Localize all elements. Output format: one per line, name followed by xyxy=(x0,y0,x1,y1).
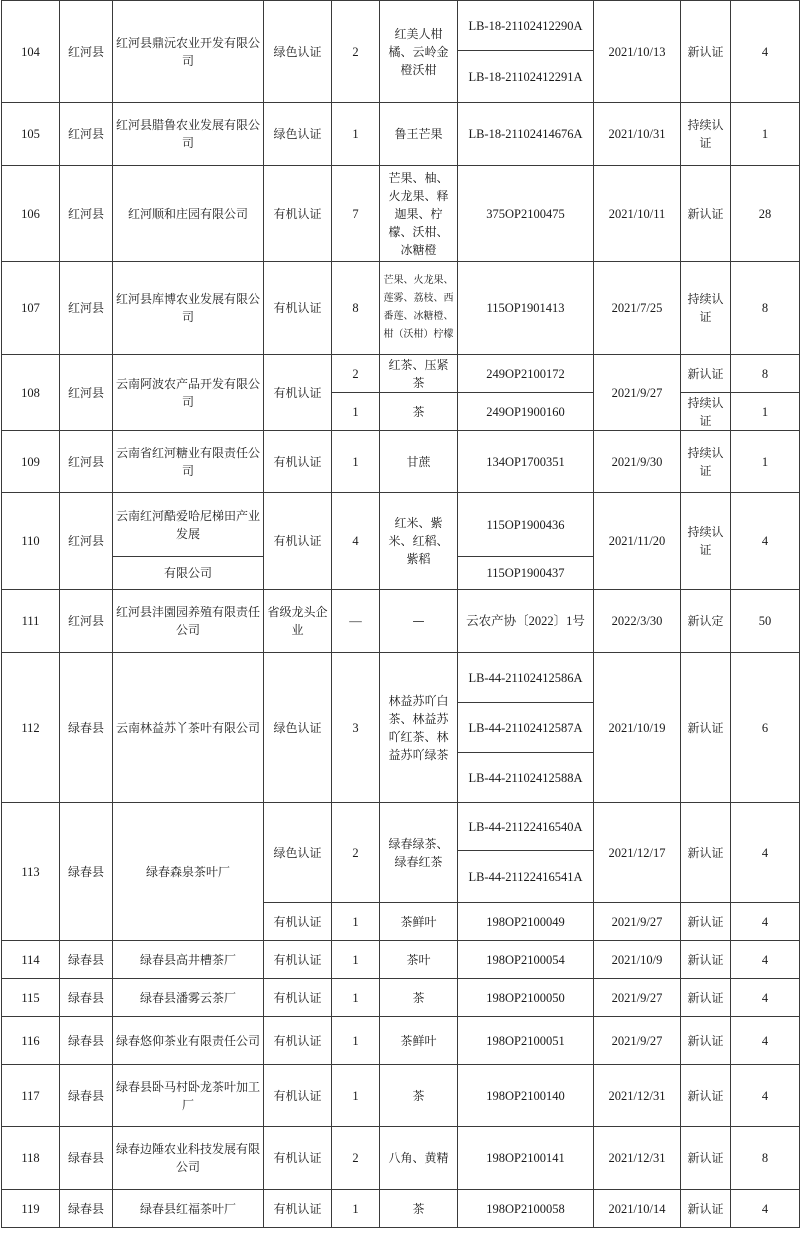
cert-type-cell: 绿色认证 xyxy=(264,1,332,103)
cert-number-cell: 115OP1900436 xyxy=(458,493,594,557)
count-cell: 2 xyxy=(332,803,380,903)
row-number: 107 xyxy=(2,262,60,355)
score-cell: 4 xyxy=(731,979,800,1017)
score-cell: 4 xyxy=(731,1190,800,1228)
company-cell: 绿春悠仰茶业有限责任公司 xyxy=(113,1017,264,1065)
row-number: 116 xyxy=(2,1017,60,1065)
date-cell: 2021/12/31 xyxy=(594,1065,681,1127)
table-row xyxy=(2,1127,800,1190)
cert-number-cell: 249OP1900160 xyxy=(458,393,594,431)
date-cell: 2021/10/19 xyxy=(594,653,681,803)
cert-number-cell: 198OP2100050 xyxy=(458,979,594,1017)
cert-type-cell: 有机认证 xyxy=(264,1017,332,1065)
status-cell: 新认证 xyxy=(681,1017,731,1065)
cert-number-cell: LB-44-21102412587A xyxy=(458,703,594,753)
product-cell: 茶 xyxy=(380,393,458,431)
date-cell: 2021/12/17 xyxy=(594,803,681,903)
cert-number-cell: LB-44-21122416540A xyxy=(458,803,594,851)
county-cell: 红河县 xyxy=(60,166,113,262)
row-number: 111 xyxy=(2,590,60,653)
status-cell: 新认证 xyxy=(681,1127,731,1190)
table-row xyxy=(2,103,800,166)
product-cell: 茶 xyxy=(380,1065,458,1127)
company-cell: 绿春森泉茶叶厂 xyxy=(113,803,264,941)
count-cell: 1 xyxy=(332,903,380,941)
count-cell: 2 xyxy=(332,355,380,393)
cert-number-cell: 134OP1700351 xyxy=(458,431,594,493)
table-row xyxy=(2,1017,800,1065)
row-number: 114 xyxy=(2,941,60,979)
score-cell: 1 xyxy=(731,103,800,166)
product-cell: 红茶、压紧茶 xyxy=(380,355,458,393)
certification-table xyxy=(1,0,800,1228)
county-cell: 绿春县 xyxy=(60,653,113,803)
county-cell: 绿春县 xyxy=(60,1065,113,1127)
score-cell: 1 xyxy=(731,431,800,493)
cert-number-cell: LB-18-21102412291A xyxy=(458,51,594,103)
table-row xyxy=(2,1190,800,1228)
count-cell: 3 xyxy=(332,653,380,803)
status-cell: 新认证 xyxy=(681,803,731,903)
status-cell: 新认定 xyxy=(681,590,731,653)
date-cell: 2021/10/13 xyxy=(594,1,681,103)
cert-number-cell: 375OP2100475 xyxy=(458,166,594,262)
status-cell: 新认证 xyxy=(681,1,731,103)
score-cell: 8 xyxy=(731,355,800,393)
cert-number-cell: LB-44-21102412588A xyxy=(458,753,594,803)
row-number: 105 xyxy=(2,103,60,166)
county-cell: 红河县 xyxy=(60,355,113,431)
row-number: 104 xyxy=(2,1,60,103)
company-cell: 绿春边陲农业科技发展有限公司 xyxy=(113,1127,264,1190)
row-number: 106 xyxy=(2,166,60,262)
product-cell: 林益苏吖白茶、林益苏吖红茶、林益苏吖绿茶 xyxy=(380,653,458,803)
score-cell: 1 xyxy=(731,393,800,431)
product-cell: 红美人柑橘、云岭金橙沃柑 xyxy=(380,1,458,103)
cert-number-cell: LB-18-21102412290A xyxy=(458,1,594,51)
date-cell: 2021/10/31 xyxy=(594,103,681,166)
status-cell: 新认证 xyxy=(681,903,731,941)
date-cell: 2021/9/27 xyxy=(594,979,681,1017)
count-cell: 1 xyxy=(332,1190,380,1228)
count-cell: 1 xyxy=(332,941,380,979)
table-row xyxy=(2,653,800,703)
table-row xyxy=(2,979,800,1017)
table-row xyxy=(2,262,800,355)
count-cell: — xyxy=(332,590,380,653)
cert-number-cell: 115OP1901413 xyxy=(458,262,594,355)
cert-type-cell: 有机认证 xyxy=(264,941,332,979)
company-cell: 绿春县卧马村卧龙茶叶加工厂 xyxy=(113,1065,264,1127)
company-cell: 绿春县高井槽茶厂 xyxy=(113,941,264,979)
count-cell: 1 xyxy=(332,979,380,1017)
score-cell: 4 xyxy=(731,903,800,941)
status-cell: 新认证 xyxy=(681,653,731,803)
county-cell: 绿春县 xyxy=(60,1017,113,1065)
county-cell: 红河县 xyxy=(60,493,113,590)
status-cell: 新认证 xyxy=(681,355,731,393)
count-cell: 4 xyxy=(332,493,380,590)
cert-number-cell: 198OP2100058 xyxy=(458,1190,594,1228)
cert-number-cell: 云农产协〔2022〕1号 xyxy=(458,590,594,653)
company-cell: 有限公司 xyxy=(113,557,264,590)
cert-type-cell: 绿色认证 xyxy=(264,803,332,903)
cert-number-cell: 198OP2100141 xyxy=(458,1127,594,1190)
count-cell: 1 xyxy=(332,393,380,431)
product-cell: 茶鲜叶 xyxy=(380,1017,458,1065)
company-cell: 云南省红河糖业有限责任公司 xyxy=(113,431,264,493)
score-cell: 4 xyxy=(731,1,800,103)
county-cell: 红河县 xyxy=(60,590,113,653)
cert-type-cell: 有机认证 xyxy=(264,262,332,355)
status-cell: 持续认证 xyxy=(681,103,731,166)
score-cell: 4 xyxy=(731,941,800,979)
date-cell: 2021/9/30 xyxy=(594,431,681,493)
count-cell: 8 xyxy=(332,262,380,355)
score-cell: 4 xyxy=(731,803,800,903)
company-cell: 红河县鼎沅农业开发有限公司 xyxy=(113,1,264,103)
cert-number-cell: 115OP1900437 xyxy=(458,557,594,590)
status-cell: 持续认证 xyxy=(681,393,731,431)
cert-number-cell: 198OP2100054 xyxy=(458,941,594,979)
company-cell: 绿春县红福茶叶厂 xyxy=(113,1190,264,1228)
county-cell: 绿春县 xyxy=(60,979,113,1017)
company-cell: 云南林益苏丫茶叶有限公司 xyxy=(113,653,264,803)
cert-type-cell: 有机认证 xyxy=(264,355,332,431)
product-cell: 茶 xyxy=(380,1190,458,1228)
date-cell: 2021/11/20 xyxy=(594,493,681,590)
cert-number-cell: LB-44-21102412586A xyxy=(458,653,594,703)
table-row xyxy=(2,1065,800,1127)
score-cell: 8 xyxy=(731,1127,800,1190)
county-cell: 绿春县 xyxy=(60,1127,113,1190)
date-cell: 2022/3/30 xyxy=(594,590,681,653)
product-cell: 绿春绿茶、绿春红茶 xyxy=(380,803,458,903)
score-cell: 4 xyxy=(731,1017,800,1065)
count-cell: 1 xyxy=(332,1017,380,1065)
company-cell: 云南阿波农产品开发有限公司 xyxy=(113,355,264,431)
date-cell: 2021/10/14 xyxy=(594,1190,681,1228)
cert-type-cell: 有机认证 xyxy=(264,166,332,262)
cert-type-cell: 绿色认证 xyxy=(264,653,332,803)
row-number: 118 xyxy=(2,1127,60,1190)
status-cell: 新认证 xyxy=(681,1190,731,1228)
product-cell: 鲁王芒果 xyxy=(380,103,458,166)
row-number: 110 xyxy=(2,493,60,590)
score-cell: 8 xyxy=(731,262,800,355)
product-cell: 芒果、柚、火龙果、释迦果、柠檬、沃柑、冰糖橙 xyxy=(380,166,458,262)
date-cell: 2021/9/27 xyxy=(594,1017,681,1065)
status-cell: 持续认证 xyxy=(681,431,731,493)
row-number: 117 xyxy=(2,1065,60,1127)
company-cell: 红河县库博农业发展有限公司 xyxy=(113,262,264,355)
cert-type-cell: 有机认证 xyxy=(264,431,332,493)
score-cell: 50 xyxy=(731,590,800,653)
county-cell: 绿春县 xyxy=(60,803,113,941)
table-row xyxy=(2,941,800,979)
status-cell: 新认证 xyxy=(681,1065,731,1127)
cert-type-cell: 绿色认证 xyxy=(264,103,332,166)
score-cell: 6 xyxy=(731,653,800,803)
cert-number-cell: 249OP2100172 xyxy=(458,355,594,393)
cert-number-cell: LB-44-21122416541A xyxy=(458,851,594,903)
county-cell: 红河县 xyxy=(60,431,113,493)
product-cell: 茶 xyxy=(380,979,458,1017)
cert-number-cell: LB-18-21102414676A xyxy=(458,103,594,166)
date-cell: 2021/10/11 xyxy=(594,166,681,262)
row-number: 115 xyxy=(2,979,60,1017)
date-cell: 2021/12/31 xyxy=(594,1127,681,1190)
cert-type-cell: 有机认证 xyxy=(264,1127,332,1190)
date-cell: 2021/9/27 xyxy=(594,903,681,941)
row-number: 113 xyxy=(2,803,60,941)
cert-type-cell: 省级龙头企业 xyxy=(264,590,332,653)
cert-number-cell: 198OP2100051 xyxy=(458,1017,594,1065)
table-row xyxy=(2,1,800,51)
cert-type-cell: 有机认证 xyxy=(264,979,332,1017)
company-cell: 红河县沣園园养殖有限责任公司 xyxy=(113,590,264,653)
product-cell: 茶鲜叶 xyxy=(380,903,458,941)
status-cell: 持续认证 xyxy=(681,262,731,355)
county-cell: 红河县 xyxy=(60,1,113,103)
score-cell: 28 xyxy=(731,166,800,262)
table-row xyxy=(2,166,800,262)
count-cell: 1 xyxy=(332,103,380,166)
row-number: 109 xyxy=(2,431,60,493)
table-row xyxy=(2,590,800,653)
date-cell: 2021/9/27 xyxy=(594,355,681,431)
table-row xyxy=(2,493,800,557)
score-cell: 4 xyxy=(731,493,800,590)
table-row xyxy=(2,803,800,851)
row-number: 119 xyxy=(2,1190,60,1228)
row-number: 112 xyxy=(2,653,60,803)
product-cell: 芒果、火龙果、莲雾、荔枝、西番莲、冰糖橙、柑（沃柑）柠檬 xyxy=(380,262,458,355)
status-cell: 持续认证 xyxy=(681,493,731,590)
county-cell: 绿春县 xyxy=(60,1190,113,1228)
status-cell: 新认证 xyxy=(681,979,731,1017)
company-cell: 绿春县潘雾云茶厂 xyxy=(113,979,264,1017)
status-cell: 新认证 xyxy=(681,941,731,979)
product-cell: 茶叶 xyxy=(380,941,458,979)
count-cell: 1 xyxy=(332,431,380,493)
product-cell: 甘蔗 xyxy=(380,431,458,493)
cert-type-cell: 有机认证 xyxy=(264,1190,332,1228)
cert-type-cell: 有机认证 xyxy=(264,493,332,590)
cert-number-cell: 198OP2100140 xyxy=(458,1065,594,1127)
cert-type-cell: 有机认证 xyxy=(264,1065,332,1127)
table-row xyxy=(2,431,800,493)
table-row xyxy=(2,355,800,393)
county-cell: 绿春县 xyxy=(60,941,113,979)
product-cell: 八角、黄精 xyxy=(380,1127,458,1190)
company-cell: 红河顺和庄园有限公司 xyxy=(113,166,264,262)
cert-type-cell: 有机认证 xyxy=(264,903,332,941)
row-number: 108 xyxy=(2,355,60,431)
score-cell: 4 xyxy=(731,1065,800,1127)
date-cell: 2021/10/9 xyxy=(594,941,681,979)
product-cell: — xyxy=(380,590,458,653)
company-cell: 云南红河酷爱哈尼梯田产业发展 xyxy=(113,493,264,557)
count-cell: 7 xyxy=(332,166,380,262)
county-cell: 红河县 xyxy=(60,103,113,166)
count-cell: 2 xyxy=(332,1,380,103)
company-cell: 红河县腊鲁农业发展有限公司 xyxy=(113,103,264,166)
date-cell: 2021/7/25 xyxy=(594,262,681,355)
county-cell: 红河县 xyxy=(60,262,113,355)
product-cell: 红米、紫米、红稻、紫稻 xyxy=(380,493,458,590)
status-cell: 新认证 xyxy=(681,166,731,262)
count-cell: 2 xyxy=(332,1127,380,1190)
count-cell: 1 xyxy=(332,1065,380,1127)
cert-number-cell: 198OP2100049 xyxy=(458,903,594,941)
